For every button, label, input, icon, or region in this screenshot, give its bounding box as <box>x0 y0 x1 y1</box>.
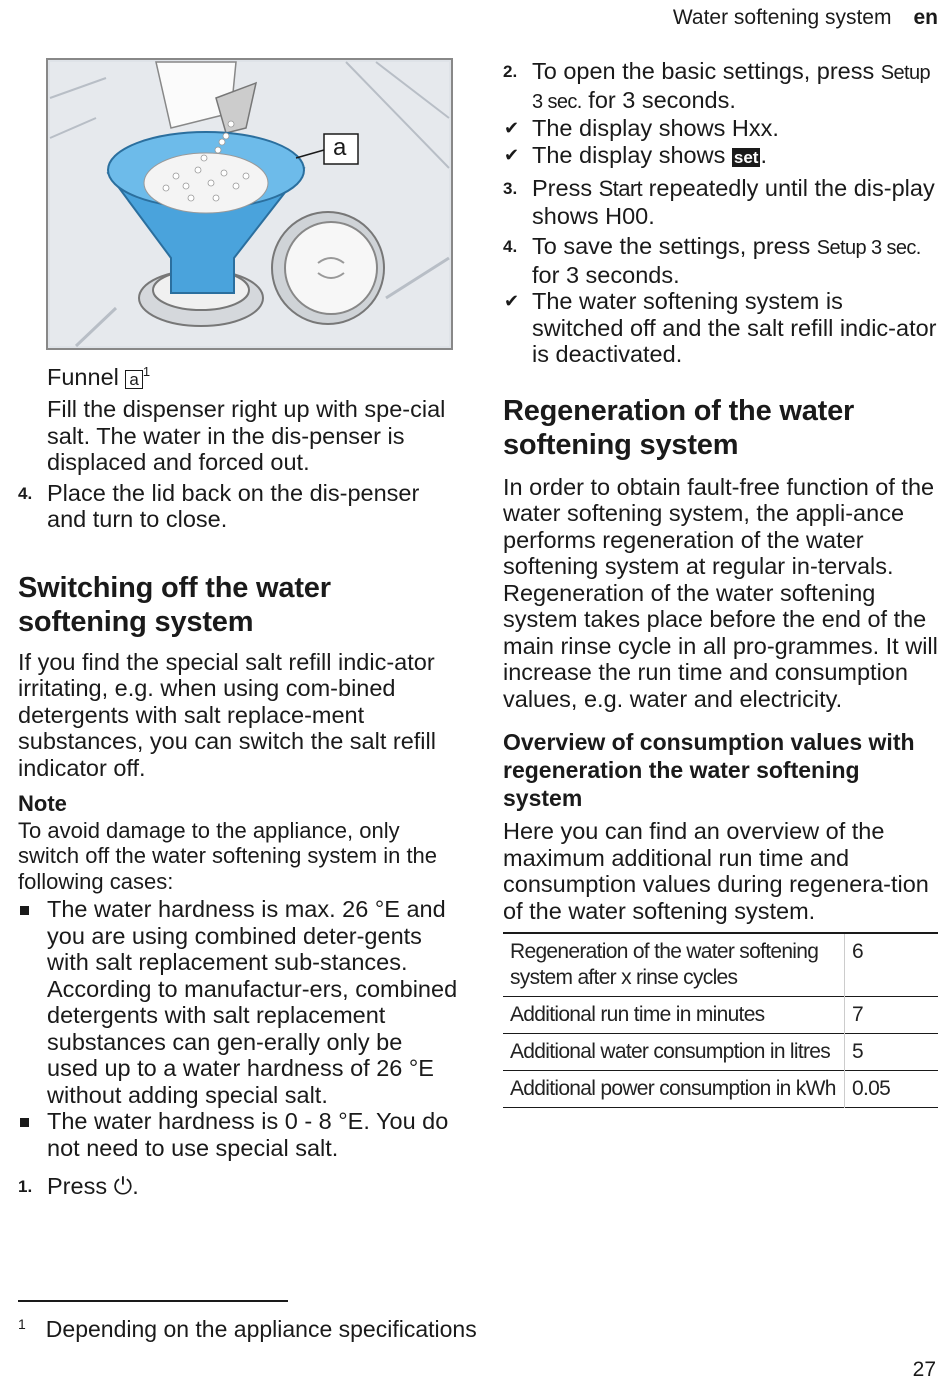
funnel-label: Funnel <box>47 363 119 390</box>
left-column <box>18 359 458 1200</box>
step-1-left: 1. Press ⏻. <box>18 1173 139 1200</box>
checkmark-icon: ✔ <box>504 144 520 165</box>
step-4-right <box>503 233 939 288</box>
note-title: Note <box>18 791 67 817</box>
checkmark-icon: ✔ <box>504 291 520 311</box>
table-cell-value: 0.05 <box>845 1071 939 1108</box>
step-text-end: for 3 seconds. <box>532 261 680 288</box>
table-cell-label: Regeneration of the water softening system after x rinse cycles <box>510 940 819 989</box>
step-4-left <box>18 480 458 533</box>
step-number: 4. <box>18 483 33 503</box>
table-cell-value: 5 <box>845 1034 939 1071</box>
table-cell-value: 7 <box>845 997 939 1034</box>
funnel-caption <box>18 359 458 390</box>
heading-switch-off: Switching off the water softening system <box>18 571 331 638</box>
callout-a: a <box>333 134 347 161</box>
table-row <box>503 1034 938 1071</box>
step-number: 1. <box>18 1177 33 1197</box>
bullet-text: The water hardness is max. 26 °E and you are using combined deter-gents with salt replacement sub-stances. According to manufactur-ers, combined detergents with salt replacement substances can gen-erally only be used up to a water hardness of 26 °E without adding special salt. <box>47 896 458 1108</box>
heading-regeneration: Regeneration of the water softening system <box>503 394 855 461</box>
table-cell-value: 6 <box>845 933 939 997</box>
step-text: Place the lid back on the dis-penser and turn to close. <box>47 479 420 533</box>
step-3 <box>503 175 939 229</box>
step-text-end: repeatedly until the dis-play shows H00. <box>532 175 935 229</box>
check-text: The water softening system is switched off and the salt refill indic-ator is deactivated. <box>532 288 937 367</box>
note-bullet-1 <box>18 896 458 1108</box>
bullet-square-icon <box>20 1118 29 1127</box>
page-header <box>673 6 938 30</box>
note-bullet-2 <box>18 1108 458 1161</box>
step-number: 4. <box>503 237 518 256</box>
header-lang: en <box>913 6 938 29</box>
footnote <box>18 1316 477 1343</box>
regen-paragraph-1: In order to obtain fault-free function of the water softening system, the appli-ance performs regeneration of the water softening system at regular in-tervals. <box>503 473 935 579</box>
overview-text: Here you can find an overview of the maximum additional run time and consumption values during regenera-tion of the water softening system. <box>503 818 929 924</box>
consumption-table <box>503 932 938 1108</box>
right-column <box>503 58 939 1108</box>
fill-text: Fill the dispenser right up with spe-cial salt. The water in the dis-penser is displaced and forced out. <box>47 396 446 476</box>
funnel-footnote-ref: 1 <box>142 364 151 379</box>
check-text: The display shows <box>532 141 726 168</box>
funnel-illustration <box>46 58 453 350</box>
bullet-square-icon <box>20 906 29 915</box>
check-text: The display shows Hxx. <box>532 115 779 141</box>
table-cell-label: Additional power consumption in kWh <box>510 1077 836 1100</box>
note-text: To avoid damage to the appliance, only switch off the water softening system in the following cases: <box>18 817 438 894</box>
power-icon: ⏻ <box>113 1173 133 1200</box>
step-text-end: for 3 seconds. <box>588 86 736 113</box>
setup-button-label: Setup 3 sec. <box>532 62 931 113</box>
step-text: Press <box>47 1173 108 1200</box>
set-display-symbol: set <box>733 147 759 167</box>
check-2: ✔ The display shows set. <box>504 141 767 168</box>
funnel-marker: a <box>125 370 142 389</box>
checkmark-icon: ✔ <box>504 118 520 138</box>
table-row <box>503 933 938 997</box>
bullet-text: The water hardness is 0 - 8 °E. You do not need to use special salt. <box>47 1108 449 1161</box>
regen-paragraph-2: Regeneration of the water softening system takes place before the end of the main rinse cycle in all pro-grammes. It will increase the run time and consumption values, e.g. water and electricity. <box>503 579 938 712</box>
footnote-divider <box>18 1300 288 1302</box>
table-cell-label: Additional run time in minutes <box>510 1003 765 1026</box>
step-number: 2. <box>503 62 518 81</box>
heading-overview: Overview of consumption values with regeneration the water softening system <box>503 729 915 811</box>
table-row <box>503 1071 938 1108</box>
funnel-drawing <box>46 58 453 350</box>
check-3 <box>503 288 939 368</box>
step-text: To open the basic settings, press <box>532 58 875 84</box>
step-number: 3. <box>503 179 518 198</box>
footnote-text: Depending on the appliance specifications <box>45 1316 477 1342</box>
page-number: 27 <box>912 1358 936 1381</box>
setup-button-label: Setup 3 sec. <box>816 237 921 259</box>
step-text: Press <box>532 175 593 201</box>
footnote-number: 1 <box>18 1316 26 1332</box>
step-2 <box>503 58 939 115</box>
start-button-label: Start <box>598 176 643 201</box>
table-cell-label: Additional water consumption in litres <box>510 1040 831 1063</box>
table-row <box>503 997 938 1034</box>
header-section: Water softening system <box>672 6 892 29</box>
switch-intro: If you find the special salt refill indic-ator irritating, e.g. when using com-bined detergents with salt replace-ment substances, you can switch the salt refill indicator off. <box>18 648 436 781</box>
step-text: To save the settings, press <box>532 233 811 259</box>
check-1 <box>503 115 939 142</box>
